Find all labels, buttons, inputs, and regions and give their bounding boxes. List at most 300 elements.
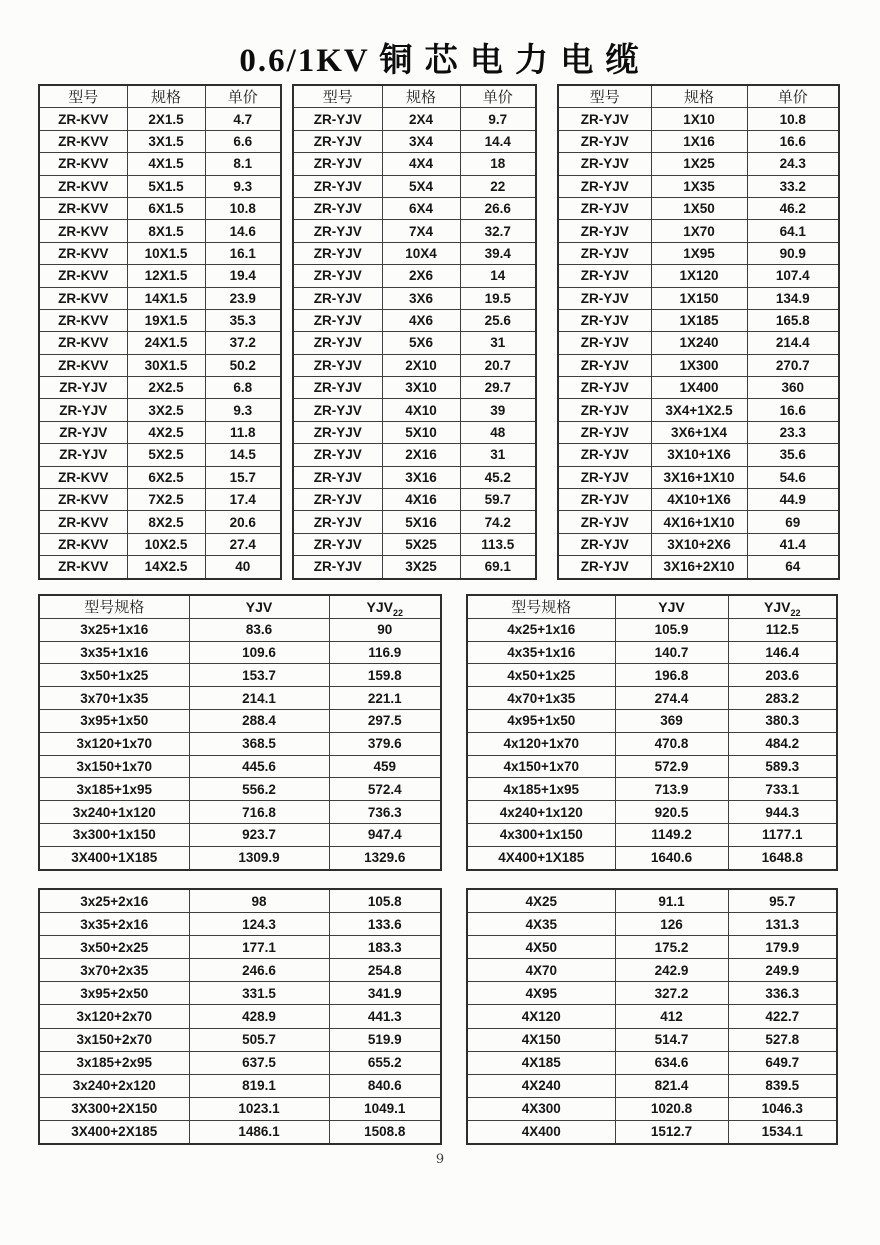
table-body [558, 108, 839, 579]
table-cell: 10X2.5 [127, 533, 205, 555]
table-cell: 6.8 [205, 377, 281, 399]
table-cell: 14.6 [205, 220, 281, 242]
table-row [558, 287, 839, 309]
table-cell: 947.4 [329, 823, 441, 846]
table-cell: 3x50+2x25 [39, 936, 189, 959]
table-cell: 3X16+1X10 [651, 466, 747, 488]
table-cell: 64 [747, 556, 839, 579]
table-row [467, 959, 837, 982]
table-body [39, 108, 281, 579]
table-row [293, 287, 536, 309]
table-cell: 74.2 [460, 511, 536, 533]
table-cell: 3x150+2x70 [39, 1028, 189, 1051]
table-cell: 31 [460, 444, 536, 466]
table-row [293, 309, 536, 331]
table-cell: 1046.3 [728, 1097, 837, 1120]
table-cell: 14.4 [460, 130, 536, 152]
header-spec: 规格 [127, 85, 205, 108]
table-row [558, 309, 839, 331]
table-row [558, 444, 839, 466]
table-cell: ZR-YJV [293, 287, 382, 309]
table-cell: 19.4 [205, 265, 281, 287]
table-cell: 8X1.5 [127, 220, 205, 242]
table-row [467, 1028, 837, 1051]
table-cell: 4X240 [467, 1074, 615, 1097]
table-cell: 33.2 [747, 175, 839, 197]
table-cell: 140.7 [615, 641, 728, 664]
price-table-top-left [38, 84, 282, 580]
table-cell: 5X10 [382, 421, 460, 443]
table-cell: 214.1 [189, 687, 329, 710]
table-cell: 1X10 [651, 108, 747, 130]
table-cell: 3x185+2x95 [39, 1051, 189, 1074]
table-row [39, 309, 281, 331]
table-cell: ZR-KVV [39, 108, 127, 130]
table-cell: 153.7 [189, 664, 329, 687]
table-cell: ZR-KVV [39, 287, 127, 309]
table-cell: 126 [615, 913, 728, 936]
table-cell: 637.5 [189, 1051, 329, 1074]
table-cell: ZR-YJV [293, 242, 382, 264]
table-cell: 819.1 [189, 1074, 329, 1097]
table-row [558, 197, 839, 219]
table-cell: 4x25+1x16 [467, 618, 615, 641]
table-cell: 2X10 [382, 354, 460, 376]
table-cell: 3X2.5 [127, 399, 205, 421]
table-row [39, 641, 441, 664]
table-row [39, 466, 281, 488]
table-row [39, 242, 281, 264]
table-cell: ZR-YJV [293, 108, 382, 130]
table-cell: 4X1.5 [127, 153, 205, 175]
table-cell: 505.7 [189, 1028, 329, 1051]
table-cell: 3x35+1x16 [39, 641, 189, 664]
table-row [558, 175, 839, 197]
page-title: 0.6/1KV 铜 芯 电 力 电 缆 [239, 43, 641, 79]
table-row [467, 936, 837, 959]
table-cell: 183.3 [329, 936, 441, 959]
combo-table-bottom-left [38, 888, 442, 1145]
table-row [293, 466, 536, 488]
table-cell: 4x50+1x25 [467, 664, 615, 687]
table-cell: 1X50 [651, 197, 747, 219]
table-cell: ZR-KVV [39, 220, 127, 242]
table-row [39, 732, 441, 755]
table-cell: 589.3 [728, 755, 837, 778]
table-cell: ZR-KVV [39, 130, 127, 152]
table-cell: 113.5 [460, 533, 536, 555]
table-cell: 19X1.5 [127, 309, 205, 331]
table-cell: ZR-YJV [293, 444, 382, 466]
header-spec: 规格 [651, 85, 747, 108]
table-row [293, 444, 536, 466]
table-cell: ZR-YJV [558, 197, 651, 219]
table-cell: 8X2.5 [127, 511, 205, 533]
table-row [558, 265, 839, 287]
table-cell: 920.5 [615, 801, 728, 824]
table-cell: 9.3 [205, 399, 281, 421]
table-row [293, 377, 536, 399]
table-cell: 923.7 [189, 823, 329, 846]
table-cell: ZR-YJV [293, 220, 382, 242]
table-cell: ZR-KVV [39, 533, 127, 555]
table-cell: 4X6 [382, 309, 460, 331]
table-cell: 4x150+1x70 [467, 755, 615, 778]
combo-table-mid-right [466, 594, 838, 871]
table-row [467, 1051, 837, 1074]
header-yjv: YJV [189, 595, 329, 618]
table-row [467, 846, 837, 869]
header-yjv22 [728, 595, 837, 618]
table-cell: 27.4 [205, 533, 281, 555]
table-cell: 6X2.5 [127, 466, 205, 488]
table-cell: ZR-YJV [293, 421, 382, 443]
table-cell: 35.6 [747, 444, 839, 466]
table-row [39, 197, 281, 219]
header-row [293, 85, 536, 108]
table-cell: 29.7 [460, 377, 536, 399]
table-row [39, 1074, 441, 1097]
table-cell: 3x120+2x70 [39, 1005, 189, 1028]
table-cell: 2X2.5 [127, 377, 205, 399]
table-row [467, 1005, 837, 1028]
table-cell: 3X16 [382, 466, 460, 488]
table-cell: 131.3 [728, 913, 837, 936]
table-cell: 3x240+1x120 [39, 801, 189, 824]
table-cell: 6X4 [382, 197, 460, 219]
table-row [467, 618, 837, 641]
table-cell: 4X35 [467, 913, 615, 936]
table-cell: 4X10+1X6 [651, 489, 747, 511]
table-row [39, 153, 281, 175]
table-cell: 30X1.5 [127, 354, 205, 376]
table-cell: 91.1 [615, 889, 728, 913]
table-cell: 3X400+2X185 [39, 1120, 189, 1144]
table-cell: 1X240 [651, 332, 747, 354]
table-body [39, 618, 441, 869]
table-row [39, 287, 281, 309]
table-cell: ZR-YJV [558, 511, 651, 533]
table-cell: 109.6 [189, 641, 329, 664]
table-cell: ZR-YJV [293, 265, 382, 287]
table-cell: 196.8 [615, 664, 728, 687]
table-row [293, 108, 536, 130]
table-row [558, 332, 839, 354]
table-cell: ZR-YJV [558, 153, 651, 175]
table-cell: 3x25+1x16 [39, 618, 189, 641]
header-row [467, 595, 837, 618]
table-cell: 5X1.5 [127, 175, 205, 197]
table-cell: 10.8 [205, 197, 281, 219]
table-cell: 54.6 [747, 466, 839, 488]
table-row [39, 778, 441, 801]
table-cell: ZR-KVV [39, 354, 127, 376]
table-cell: 3x95+2x50 [39, 982, 189, 1005]
table-cell: 422.7 [728, 1005, 837, 1028]
table-row [293, 399, 536, 421]
table-cell: 16.1 [205, 242, 281, 264]
table-cell: ZR-YJV [558, 309, 651, 331]
table-cell: ZR-YJV [558, 466, 651, 488]
table-row [39, 687, 441, 710]
header-model: 型号 [293, 85, 382, 108]
table-row [39, 556, 281, 579]
table-cell: 59.7 [460, 489, 536, 511]
table-row [39, 489, 281, 511]
table-cell: 4X16+1X10 [651, 511, 747, 533]
table-cell: 83.6 [189, 618, 329, 641]
table-cell: 105.8 [329, 889, 441, 913]
table-cell: 35.3 [205, 309, 281, 331]
table-cell: 283.2 [728, 687, 837, 710]
table-row [467, 687, 837, 710]
table-cell: ZR-YJV [39, 421, 127, 443]
table-cell: 9.3 [205, 175, 281, 197]
table-cell: 4X400+1X185 [467, 846, 615, 869]
table-row [558, 511, 839, 533]
table-cell: 23.3 [747, 421, 839, 443]
table-cell: 4X50 [467, 936, 615, 959]
price-table-top-middle [292, 84, 537, 580]
table-row [293, 265, 536, 287]
table-cell: 46.2 [747, 197, 839, 219]
table-row [39, 913, 441, 936]
table-row [558, 354, 839, 376]
table-cell: ZR-YJV [558, 108, 651, 130]
table-cell: ZR-YJV [293, 533, 382, 555]
table-cell: 40 [205, 556, 281, 579]
table-cell: 249.9 [728, 959, 837, 982]
table-row [467, 778, 837, 801]
table-row [39, 709, 441, 732]
table-cell: ZR-YJV [293, 354, 382, 376]
table-cell: ZR-KVV [39, 332, 127, 354]
table-row [467, 889, 837, 913]
table-cell: ZR-YJV [558, 444, 651, 466]
yjv22-subscript: 22 [392, 607, 403, 618]
table-cell: 4x120+1x70 [467, 732, 615, 755]
table-cell: ZR-YJV [558, 175, 651, 197]
table-cell: 1508.8 [329, 1120, 441, 1144]
table-cell: 270.7 [747, 354, 839, 376]
table-cell: 8.1 [205, 153, 281, 175]
table-cell: 39.4 [460, 242, 536, 264]
table-cell: ZR-YJV [293, 197, 382, 219]
table-cell: 16.6 [747, 130, 839, 152]
table-row [39, 377, 281, 399]
table-cell: 134.9 [747, 287, 839, 309]
table-cell: ZR-YJV [39, 399, 127, 421]
table-body [293, 108, 536, 579]
table-cell: 159.8 [329, 664, 441, 687]
table-cell: ZR-YJV [293, 556, 382, 579]
table-cell: 360 [747, 377, 839, 399]
table-cell: ZR-YJV [558, 265, 651, 287]
header-price: 单价 [747, 85, 839, 108]
table-cell: 11.8 [205, 421, 281, 443]
table-cell: 556.2 [189, 778, 329, 801]
table-cell: 5X2.5 [127, 444, 205, 466]
table-cell: 4X150 [467, 1028, 615, 1051]
table-cell: 4X25 [467, 889, 615, 913]
table-cell: 203.6 [728, 664, 837, 687]
table-row [39, 889, 441, 913]
table-cell: ZR-KVV [39, 197, 127, 219]
table-cell: 20.6 [205, 511, 281, 533]
table-cell: 380.3 [728, 709, 837, 732]
table-cell: 3X1.5 [127, 130, 205, 152]
table-row [467, 641, 837, 664]
table-cell: 1534.1 [728, 1120, 837, 1144]
table-cell: ZR-YJV [558, 332, 651, 354]
table-cell: 116.9 [329, 641, 441, 664]
table-cell: 1640.6 [615, 846, 728, 869]
table-cell: ZR-KVV [39, 175, 127, 197]
table-cell: 69 [747, 511, 839, 533]
header-yjv: YJV [615, 595, 728, 618]
table-cell: 3x95+1x50 [39, 709, 189, 732]
table-row [558, 399, 839, 421]
table-cell: 4X4 [382, 153, 460, 175]
table-cell: 4X16 [382, 489, 460, 511]
table-cell: ZR-YJV [39, 377, 127, 399]
table-row [467, 1097, 837, 1120]
table-cell: 1486.1 [189, 1120, 329, 1144]
table-cell: ZR-KVV [39, 489, 127, 511]
table-cell: 1329.6 [329, 846, 441, 869]
table-row [293, 533, 536, 555]
yjv22-subscript: 22 [790, 607, 801, 618]
table-cell: 20.7 [460, 354, 536, 376]
table-cell: 2X1.5 [127, 108, 205, 130]
table-cell: ZR-KVV [39, 153, 127, 175]
table-cell: 6X1.5 [127, 197, 205, 219]
table-row [39, 444, 281, 466]
table-cell: 31 [460, 332, 536, 354]
table-cell: 713.9 [615, 778, 728, 801]
table-cell: 288.4 [189, 709, 329, 732]
table-cell: 3x50+1x25 [39, 664, 189, 687]
table-cell: 4x300+1x150 [467, 823, 615, 846]
table-row [467, 732, 837, 755]
table-cell: 45.2 [460, 466, 536, 488]
table-cell: 18 [460, 153, 536, 175]
header-row [39, 85, 281, 108]
table-cell: 527.8 [728, 1028, 837, 1051]
table-cell: 4X95 [467, 982, 615, 1005]
table-row [558, 108, 839, 130]
yjv22-label: YJV [366, 598, 393, 615]
table-cell: 3x150+1x70 [39, 755, 189, 778]
table-cell: 146.4 [728, 641, 837, 664]
table-cell: 369 [615, 709, 728, 732]
table-row [558, 220, 839, 242]
combo-table-bottom-right [466, 888, 838, 1145]
table-body [39, 889, 441, 1144]
table-cell: 15.7 [205, 466, 281, 488]
table-row [39, 108, 281, 130]
table-cell: 98 [189, 889, 329, 913]
table-cell: ZR-YJV [558, 354, 651, 376]
table-cell: 25.6 [460, 309, 536, 331]
table-cell: 2X16 [382, 444, 460, 466]
table-cell: 105.9 [615, 618, 728, 641]
table-row [293, 354, 536, 376]
table-cell: 331.5 [189, 982, 329, 1005]
table-cell: 5X16 [382, 511, 460, 533]
table-cell: 90 [329, 618, 441, 641]
table-row [293, 130, 536, 152]
table-row [39, 982, 441, 1005]
table-row [39, 175, 281, 197]
table-row [558, 533, 839, 555]
table-cell: 4x70+1x35 [467, 687, 615, 710]
table-cell: ZR-YJV [293, 332, 382, 354]
table-cell: 1512.7 [615, 1120, 728, 1144]
table-cell: 733.1 [728, 778, 837, 801]
header-spec: 规格 [382, 85, 460, 108]
table-row [39, 618, 441, 641]
table-cell: 3x240+2x120 [39, 1074, 189, 1097]
table-row [39, 959, 441, 982]
table-row [293, 332, 536, 354]
table-cell: ZR-YJV [558, 533, 651, 555]
table-cell: 3X4 [382, 130, 460, 152]
table-cell: 1020.8 [615, 1097, 728, 1120]
table-body [467, 889, 837, 1144]
table-cell: 3X16+2X10 [651, 556, 747, 579]
table-cell: 379.6 [329, 732, 441, 755]
table-cell: 1X95 [651, 242, 747, 264]
table-cell: 3X10 [382, 377, 460, 399]
table-row [39, 1005, 441, 1028]
table-row [558, 130, 839, 152]
table-cell: 1X300 [651, 354, 747, 376]
table-row [467, 913, 837, 936]
table-cell: 26.6 [460, 197, 536, 219]
table-cell: 50.2 [205, 354, 281, 376]
table-row [467, 982, 837, 1005]
table-cell: ZR-YJV [558, 287, 651, 309]
table-cell: 1149.2 [615, 823, 728, 846]
table-cell: ZR-YJV [293, 175, 382, 197]
table-cell: 1X35 [651, 175, 747, 197]
table-cell: 736.3 [329, 801, 441, 824]
table-cell: 4X400 [467, 1120, 615, 1144]
table-cell: ZR-YJV [558, 130, 651, 152]
table-cell: ZR-YJV [293, 130, 382, 152]
table-row [293, 242, 536, 264]
table-cell: 4X10 [382, 399, 460, 421]
header-model-spec: 型号规格 [39, 595, 189, 618]
table-cell: 23.9 [205, 287, 281, 309]
table-row [39, 130, 281, 152]
table-row [39, 354, 281, 376]
table-row [39, 265, 281, 287]
table-row [467, 1120, 837, 1144]
table-cell: 6.6 [205, 130, 281, 152]
table-cell: 297.5 [329, 709, 441, 732]
table-cell: 19.5 [460, 287, 536, 309]
table-row [293, 556, 536, 579]
table-cell: 412 [615, 1005, 728, 1028]
yjv22-label: YJV [764, 598, 791, 615]
table-cell: 4x35+1x16 [467, 641, 615, 664]
table-cell: 1X400 [651, 377, 747, 399]
table-cell: 1X185 [651, 309, 747, 331]
table-cell: 14X2.5 [127, 556, 205, 579]
table-cell: ZR-KVV [39, 309, 127, 331]
